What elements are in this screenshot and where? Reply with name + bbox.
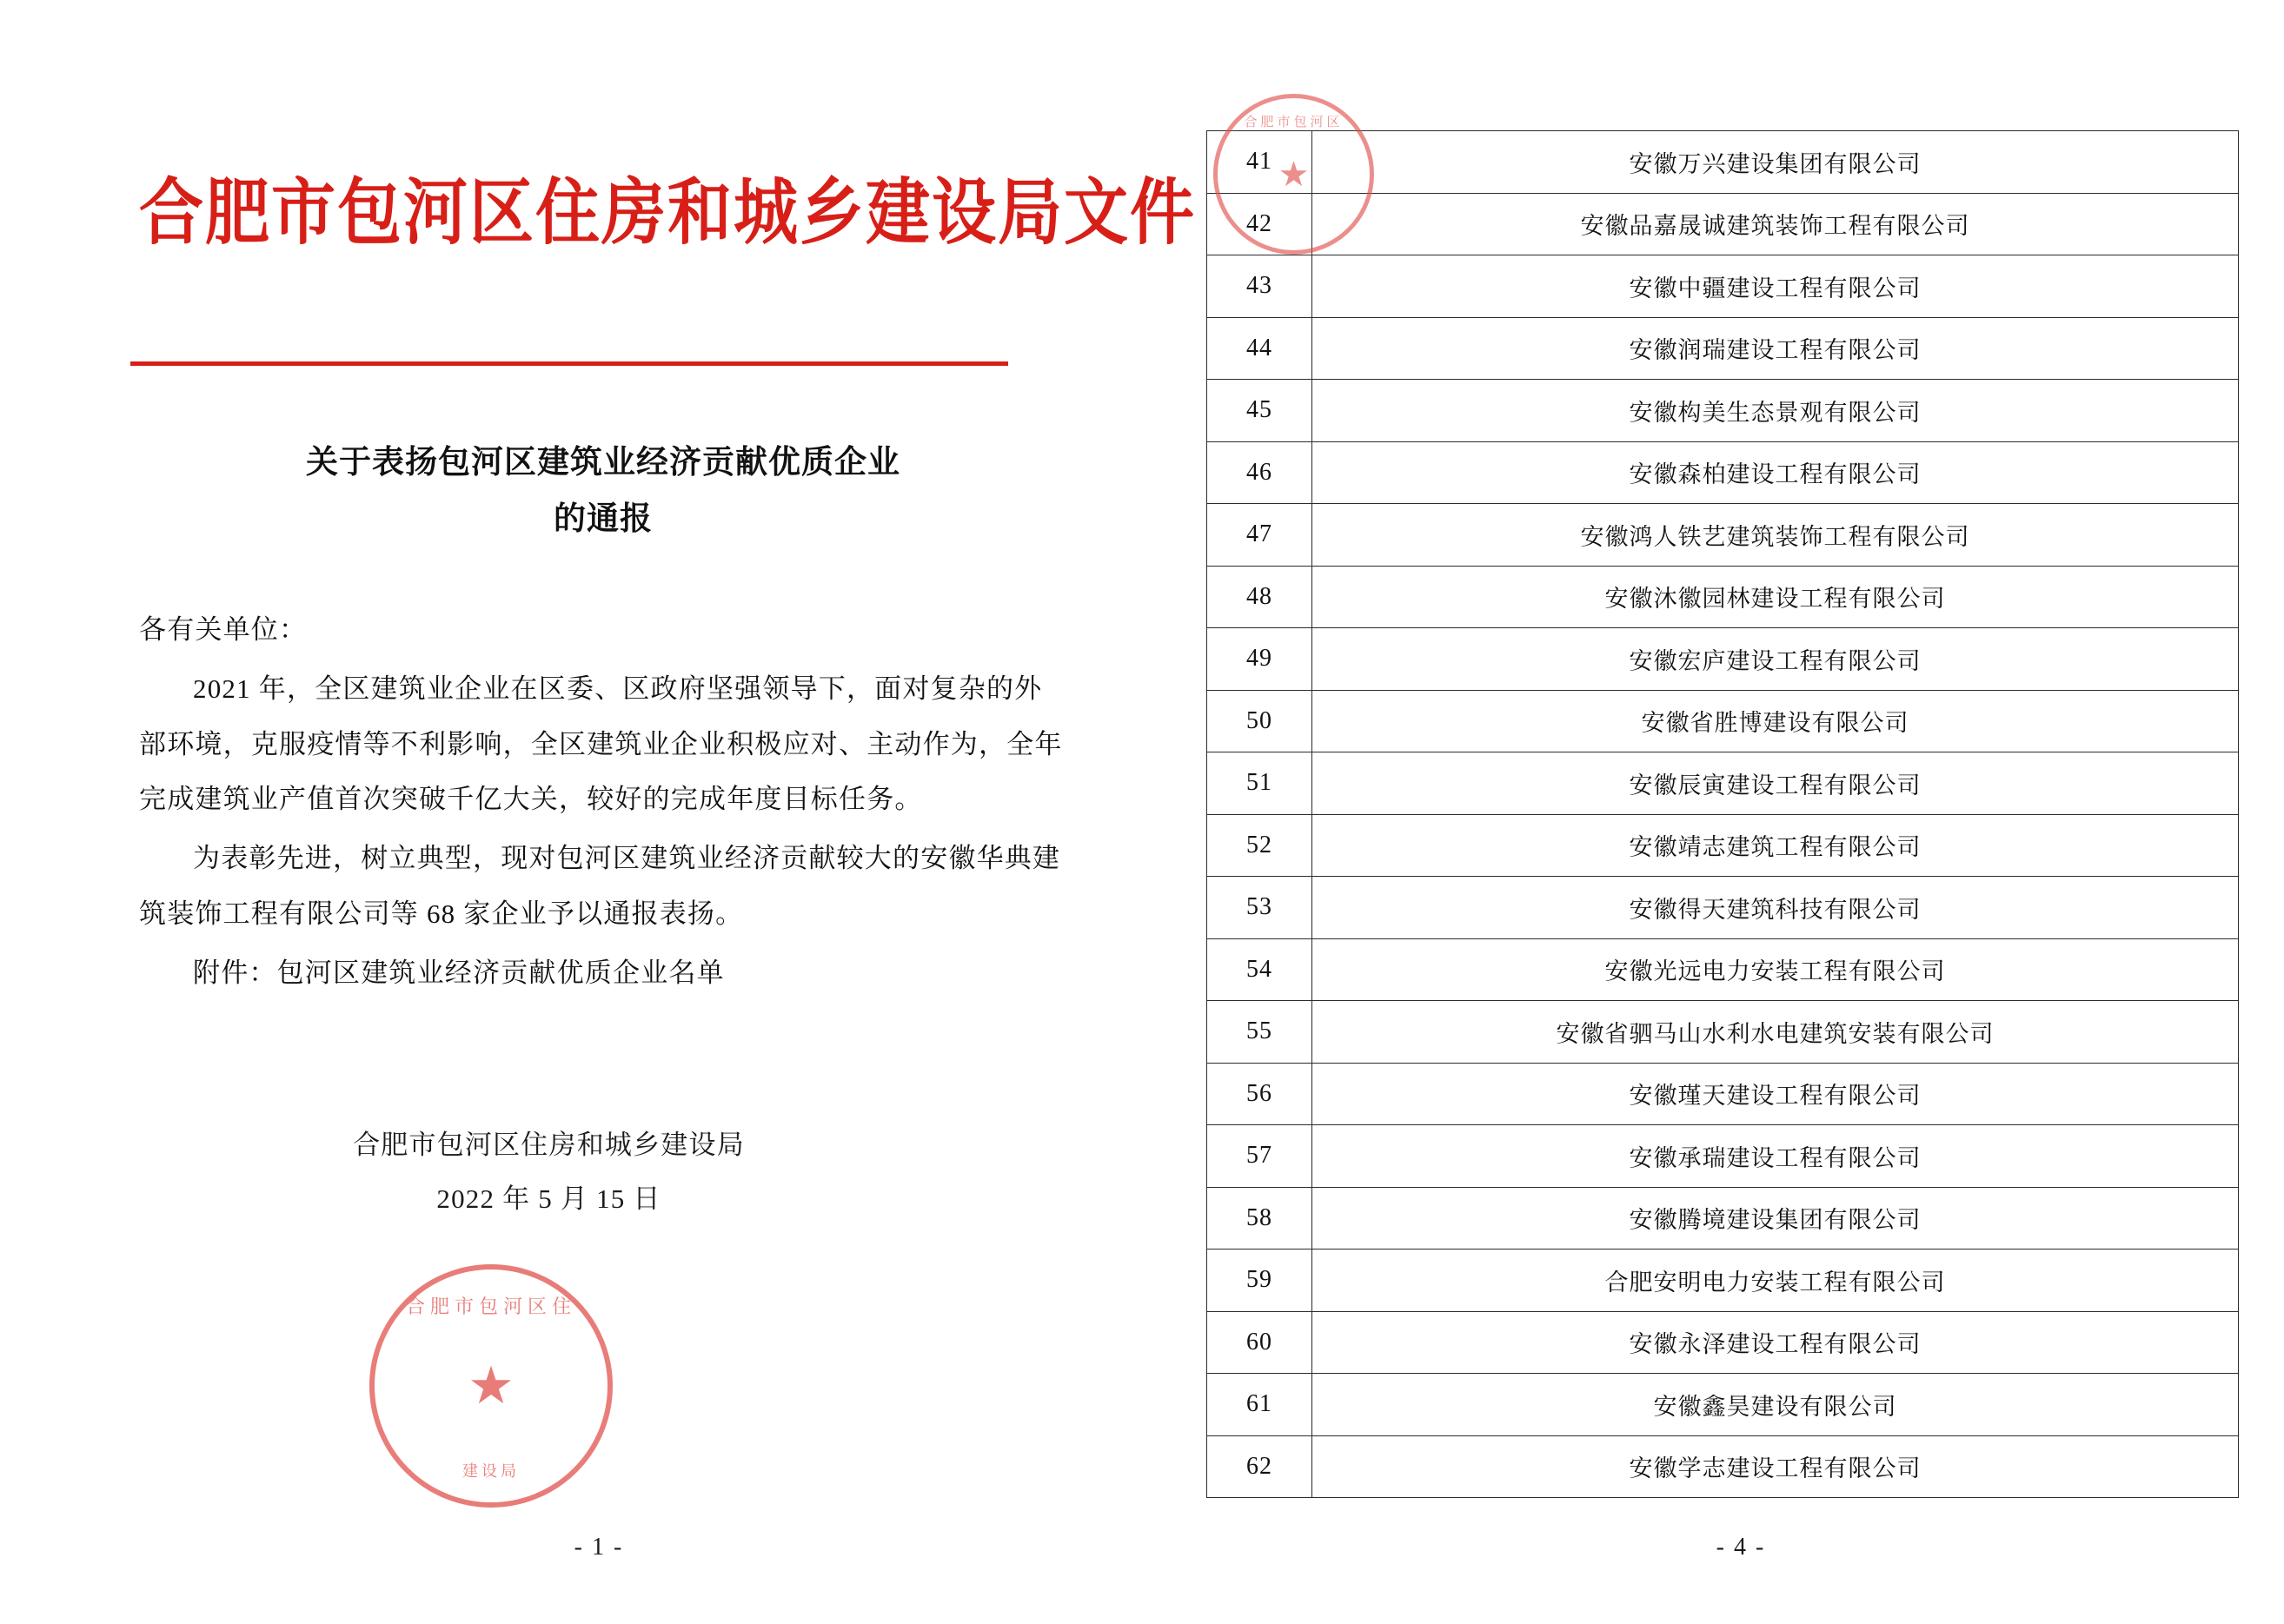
body-paragraph-2: 为表彰先进，树立典型，现对包河区建筑业经济贡献较大的安徽华典建筑装饰工程有限公司等 68 家企业予以通报表扬。 xyxy=(139,843,1061,930)
table-row xyxy=(1207,1063,2239,1125)
table-row xyxy=(1207,504,2239,567)
table-cell-index: 60 xyxy=(1207,1311,1312,1374)
page-title-line-2: 的通报 xyxy=(554,499,653,538)
seal-star-icon: ★ xyxy=(468,1357,515,1415)
seal-star-icon-secondary: ★ xyxy=(1278,154,1310,194)
table-row xyxy=(1207,193,2239,255)
table-cell-index: 48 xyxy=(1207,566,1312,628)
table-cell-index: 46 xyxy=(1207,441,1312,504)
table-cell-index: 53 xyxy=(1207,877,1312,939)
table-cell-index: 49 xyxy=(1207,628,1312,691)
document-page-4 xyxy=(1198,0,2284,1624)
table-cell-company-name: 安徽森柏建设工程有限公司 xyxy=(1312,441,2239,504)
table-cell-index: 62 xyxy=(1207,1435,1312,1498)
table-row xyxy=(1207,1374,2239,1436)
table-cell-company-name: 安徽得天建筑科技有限公司 xyxy=(1312,877,2239,939)
table-cell-index: 57 xyxy=(1207,1125,1312,1188)
table-cell-company-name: 安徽鑫昊建设有限公司 xyxy=(1312,1374,2239,1436)
table-row xyxy=(1207,877,2239,939)
table-cell-company-name: 安徽学志建设工程有限公司 xyxy=(1312,1435,2239,1498)
table-cell-company-name: 安徽承瑞建设工程有限公司 xyxy=(1312,1125,2239,1188)
table-cell-index: 42 xyxy=(1207,193,1312,255)
table-row xyxy=(1207,628,2239,691)
page-number-right: - 4 - xyxy=(1716,1534,1766,1561)
page-title xyxy=(139,434,1067,547)
table-row xyxy=(1207,1249,2239,1312)
table-cell-company-name: 安徽省胜博建设有限公司 xyxy=(1312,690,2239,752)
table-row xyxy=(1207,690,2239,752)
table-cell-company-name: 安徽品嘉晟诚建筑装饰工程有限公司 xyxy=(1312,193,2239,255)
table-cell-index: 47 xyxy=(1207,504,1312,567)
table-row xyxy=(1207,566,2239,628)
table-row xyxy=(1207,441,2239,504)
table-row xyxy=(1207,255,2239,318)
document-letterhead xyxy=(139,170,1196,255)
table-cell-company-name: 安徽润瑞建设工程有限公司 xyxy=(1312,317,2239,380)
document-body xyxy=(139,602,1067,1001)
table-row xyxy=(1207,814,2239,877)
seal-top-text-secondary: 合肥市包河区 xyxy=(1244,114,1344,129)
body-paragraph-1: 2021 年，全区建筑业企业在区委、区政府坚强领导下，面对复杂的外部环境，克服疫情等不利影响，全区建筑业企业积极应对、主动作为，全年完成建筑业产值首次突破千亿大关，较好的完成年度目标任务。 xyxy=(139,673,1063,815)
table-row xyxy=(1207,752,2239,815)
table-cell-company-name: 安徽瑾天建设工程有限公司 xyxy=(1312,1063,2239,1125)
table-cell-company-name: 安徽万兴建设集团有限公司 xyxy=(1312,131,2239,194)
table-cell-index: 44 xyxy=(1207,317,1312,380)
table-cell-company-name: 合肥安明电力安装工程有限公司 xyxy=(1312,1249,2239,1312)
table-cell-index: 41 xyxy=(1207,131,1312,194)
table-cell-company-name: 安徽构美生态景观有限公司 xyxy=(1312,380,2239,442)
table-cell-index: 58 xyxy=(1207,1187,1312,1249)
seal-bottom-text: 建设局 xyxy=(462,1462,520,1481)
table-row xyxy=(1207,938,2239,1001)
table-cell-company-name: 安徽辰寅建设工程有限公司 xyxy=(1312,752,2239,815)
table-cell-index: 56 xyxy=(1207,1063,1312,1125)
table-cell-company-name: 安徽靖志建筑工程有限公司 xyxy=(1312,814,2239,877)
table-cell-company-name: 安徽鸿人铁艺建筑装饰工程有限公司 xyxy=(1312,504,2239,567)
table-cell-company-name: 安徽永泽建设工程有限公司 xyxy=(1312,1311,2239,1374)
table-cell-index: 55 xyxy=(1207,1001,1312,1064)
table-row xyxy=(1207,1311,2239,1374)
table-cell-index: 61 xyxy=(1207,1374,1312,1436)
official-seal-stamp-icon xyxy=(369,1264,613,1508)
issuing-authority: 合肥市包河区住房和城乡建设局 xyxy=(353,1129,745,1160)
table-cell-company-name: 安徽沐徽园林建设工程有限公司 xyxy=(1312,566,2239,628)
enterprise-list-table xyxy=(1206,130,2239,1498)
table-cell-index: 45 xyxy=(1207,380,1312,442)
table-cell-company-name: 安徽光远电力安装工程有限公司 xyxy=(1312,938,2239,1001)
page-number-left: - 1 - xyxy=(574,1534,624,1561)
letterhead-title: 合肥市包河区住房和城乡建设局文件 xyxy=(139,170,1196,255)
page-title-line-1: 关于表扬包河区建筑业经济贡献优质企业 xyxy=(306,442,900,481)
table-row xyxy=(1207,380,2239,442)
table-cell-company-name: 安徽宏庐建设工程有限公司 xyxy=(1312,628,2239,691)
table-row xyxy=(1207,1125,2239,1188)
table-cell-company-name: 安徽腾境建设集团有限公司 xyxy=(1312,1187,2239,1249)
enterprise-list-body xyxy=(1207,131,2239,1498)
table-row xyxy=(1207,1187,2239,1249)
issue-date: 2022 年 5 月 15 日 xyxy=(436,1183,661,1214)
signature-block xyxy=(139,1118,1067,1226)
table-cell-index: 52 xyxy=(1207,814,1312,877)
table-cell-index: 51 xyxy=(1207,752,1312,815)
seal-top-text: 合肥市包河区住 xyxy=(405,1296,576,1318)
table-cell-company-name: 安徽省驷马山水利水电建筑安装有限公司 xyxy=(1312,1001,2239,1064)
table-cell-index: 43 xyxy=(1207,255,1312,318)
table-row xyxy=(1207,317,2239,380)
salutation: 各有关单位： xyxy=(139,613,308,645)
table-cell-index: 59 xyxy=(1207,1249,1312,1312)
letterhead-divider xyxy=(130,361,1008,366)
table-cell-company-name: 安徽中疆建设工程有限公司 xyxy=(1312,255,2239,318)
table-row xyxy=(1207,1001,2239,1064)
table-cell-index: 54 xyxy=(1207,938,1312,1001)
attachment-note: 附件：包河区建筑业经济贡献优质企业名单 xyxy=(193,958,725,989)
table-row xyxy=(1207,1435,2239,1498)
table-cell-index: 50 xyxy=(1207,690,1312,752)
table-row xyxy=(1207,131,2239,194)
